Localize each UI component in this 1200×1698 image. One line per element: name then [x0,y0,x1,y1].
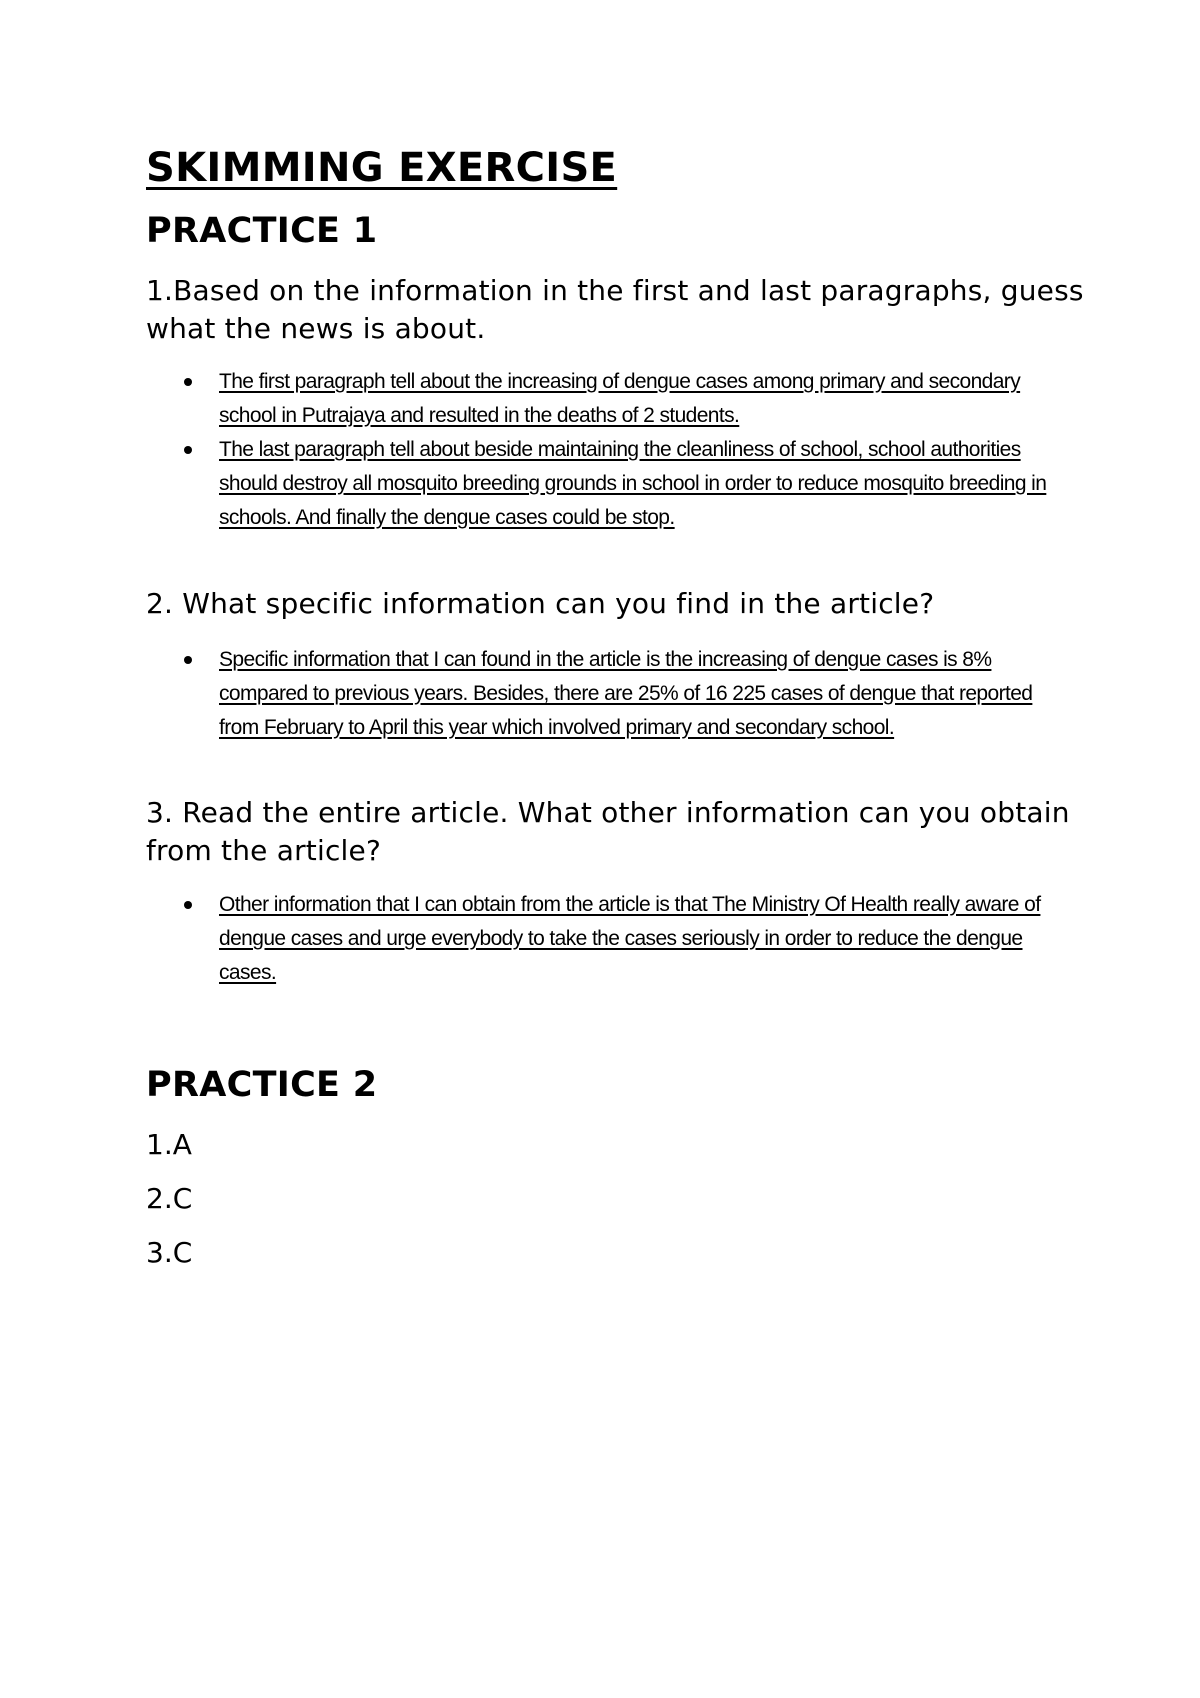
practice-2-heading: PRACTICE 2 [146,1065,378,1105]
answer-text: Other information that I can obtain from the article is that The Ministry Of Health really aware of dengue cases and urge everybody to take the cases seriously in order to reduce the dengue cases. [219,893,1041,984]
document-title: SKIMMING EXERCISE [146,145,618,191]
question-2: 2. What specific information can you find in the article? [146,587,935,620]
answer-item [146,365,1066,433]
answer-text: The first paragraph tell about the increasing of dengue cases among primary and secondary school in Putrajaya and resulted in the deaths of 2 students. [219,370,1021,427]
answer-item [146,433,1066,535]
practice-2-answer-1: 1.A [146,1128,192,1161]
question-3-answers [146,888,1066,990]
bullet-icon [184,901,192,909]
question-1-answers [146,365,1066,535]
answer-text: The last paragraph tell about beside maintaining the cleanliness of school, school authorities should destroy all mosquito breeding grounds in school in order to reduce mosquito breeding in schools. And finally the dengue cases could be stop. [219,438,1047,529]
bullet-icon [184,656,192,664]
question-2-answers [146,643,1066,745]
answer-item [146,643,1066,745]
answer-item [146,888,1066,990]
bullet-icon [184,378,192,386]
question-1: 1.Based on the information in the first and last paragraphs, guess what the news is about. [146,274,1084,345]
bullet-icon [184,446,192,454]
practice-2-answer-3: 3.C [146,1236,193,1269]
answer-text: Specific information that I can found in the article is the increasing of dengue cases is 8% compared to previous years. Besides, there are 25% of 16 225 cases of dengue that reported from February to April this year which involved primary and secondary school. [219,648,1033,739]
practice-2-answer-2: 2.C [146,1182,193,1215]
practice-1-heading: PRACTICE 1 [146,211,378,251]
question-3: 3. Read the entire article. What other information can you obtain from the article? [146,796,1070,867]
